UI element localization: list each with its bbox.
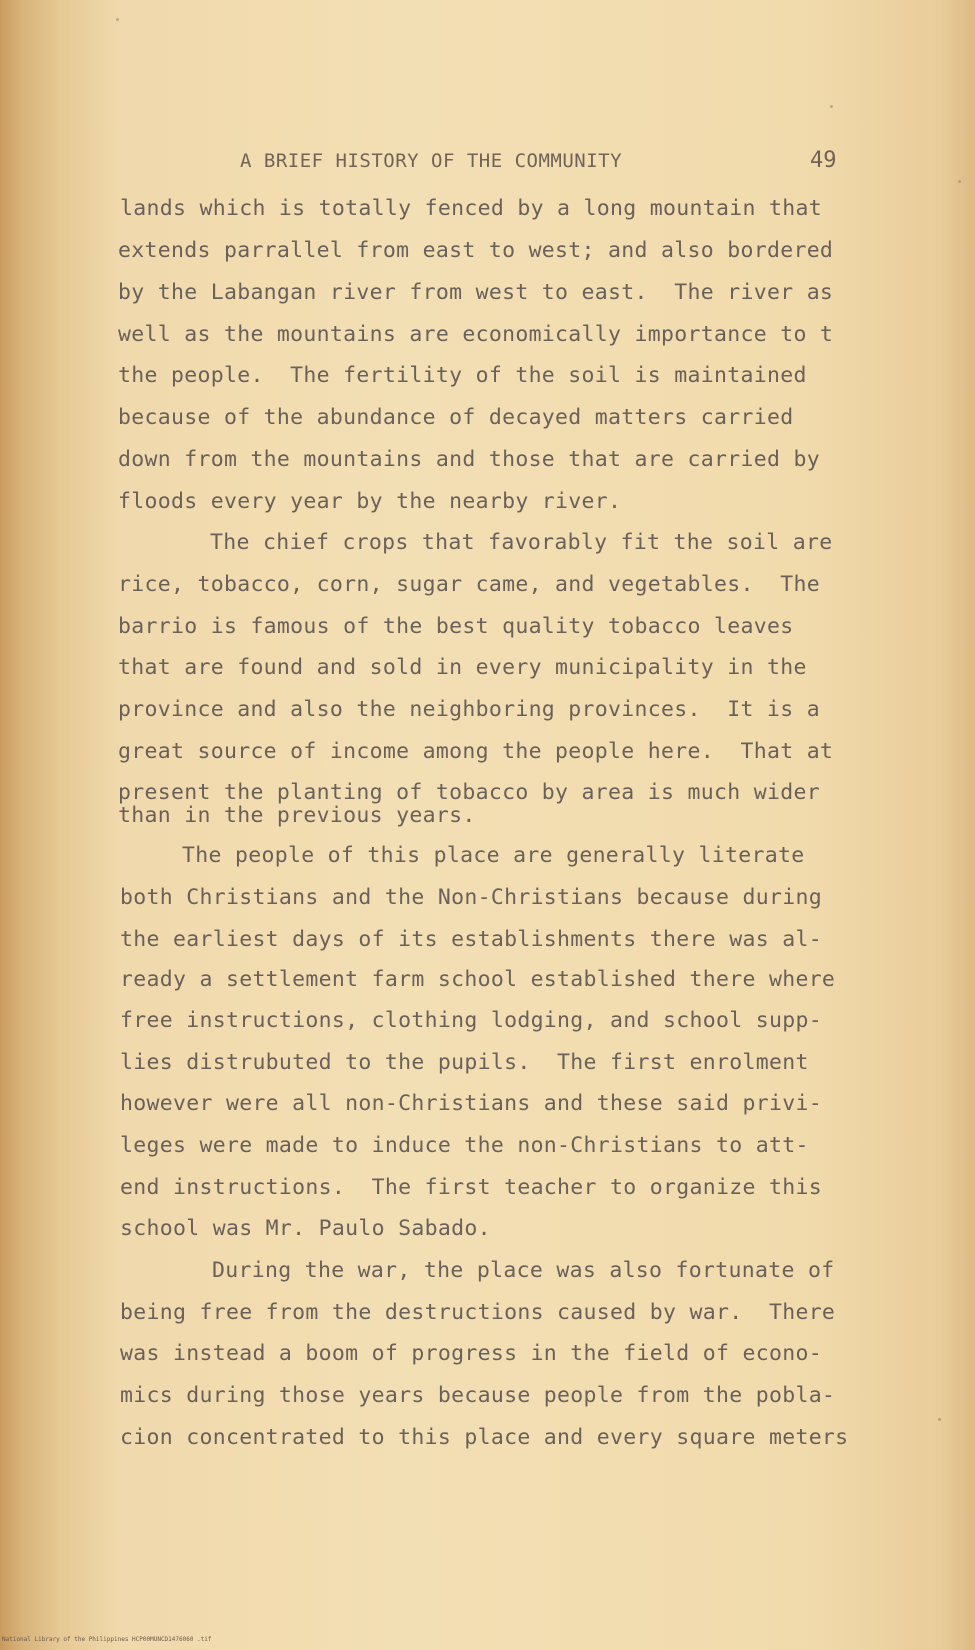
body-line: well as the mountains are economically importance to t xyxy=(118,322,834,347)
body-line: being free from the destructions caused by war. There xyxy=(120,1300,836,1325)
body-line: lies distrubuted to the pupils. The first enrolment xyxy=(120,1050,809,1075)
page-number: 49 xyxy=(810,148,837,173)
page-header-title: A BRIEF HISTORY OF THE COMMUNITY xyxy=(240,150,623,172)
body-line: present the planting of tobacco by area is much wider xyxy=(118,780,820,805)
body-line: barrio is famous of the best quality tobacco leaves xyxy=(118,614,794,639)
body-line: During the war, the place was also fortunate of xyxy=(212,1258,835,1283)
body-line: leges were made to induce the non-Christians to att- xyxy=(120,1133,809,1158)
body-line: province and also the neighboring provinces. It is a xyxy=(118,697,820,722)
body-line: end instructions. The first teacher to organize this xyxy=(120,1175,822,1200)
body-line: The chief crops that favorably fit the soil are xyxy=(210,530,833,555)
paper-speck xyxy=(116,18,119,21)
body-line: The people of this place are generally literate xyxy=(182,843,805,868)
body-line: mics during those years because people from the pobla- xyxy=(120,1383,836,1408)
body-line: floods every year by the nearby river. xyxy=(118,489,622,514)
paper-speck xyxy=(830,105,833,108)
body-line: school was Mr. Paulo Sabado. xyxy=(120,1216,491,1241)
paper-speck xyxy=(938,1418,941,1421)
body-line: extends parrallel from east to west; and also bordered xyxy=(118,238,834,263)
body-line: by the Labangan river from west to east. The river as xyxy=(118,280,834,305)
body-line: the people. The fertility of the soil is maintained xyxy=(118,363,807,388)
archive-footer-credit: National Library of the Philippines HCP00MUNCD1476060 .tif xyxy=(2,1636,212,1643)
body-line: because of the abundance of decayed matters carried xyxy=(118,405,794,430)
body-line: cion concentrated to this place and every square meters xyxy=(120,1425,849,1450)
body-line: the earliest days of its establishments there was al- xyxy=(120,927,822,952)
body-line: ready a settlement farm school established there where xyxy=(120,967,836,992)
body-line: rice, tobacco, corn, sugar came, and vegetables. The xyxy=(118,572,820,597)
body-line: than in the previous years. xyxy=(118,803,476,828)
paper-speck xyxy=(958,180,961,183)
body-line: was instead a boom of progress in the field of econo- xyxy=(120,1341,822,1366)
body-line: great source of income among the people here. That at xyxy=(118,739,834,764)
body-line: however were all non-Christians and these said privi- xyxy=(120,1091,822,1116)
body-line: that are found and sold in every municipality in the xyxy=(118,655,807,680)
body-line: down from the mountains and those that are carried by xyxy=(118,447,820,472)
body-line: lands which is totally fenced by a long mountain that xyxy=(120,196,822,221)
body-line: both Christians and the Non-Christians because during xyxy=(120,885,822,910)
body-line: free instructions, clothing lodging, and school supp- xyxy=(120,1008,822,1033)
